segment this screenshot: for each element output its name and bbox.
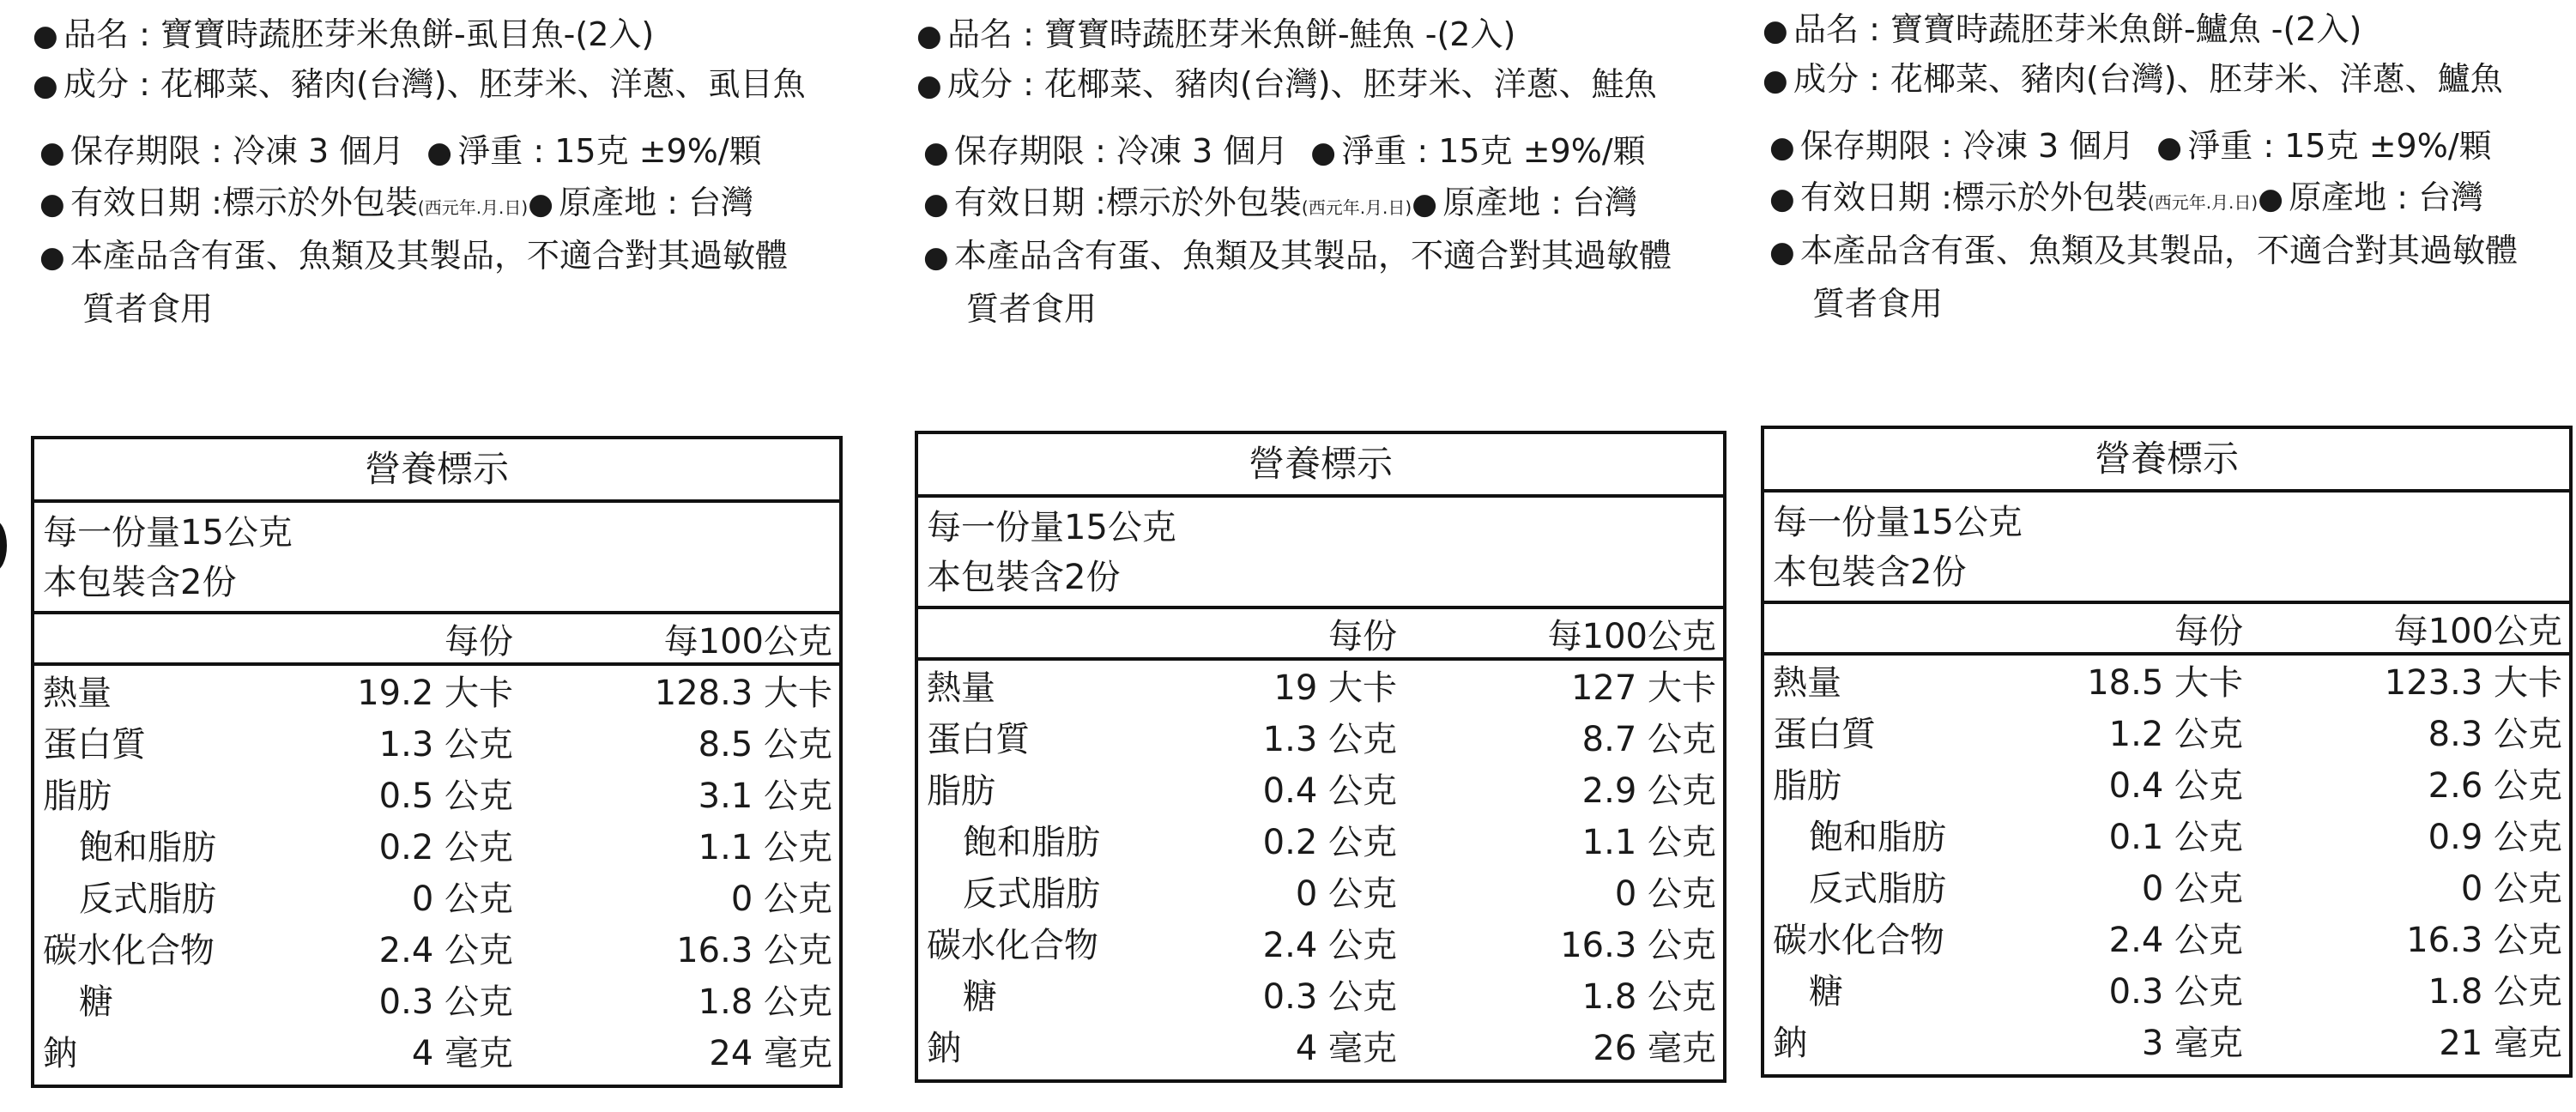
allergen-warning: 本產品含有蛋、魚類及其製品，不適合對其過敏體 xyxy=(954,237,1672,275)
per-serving-value: 0 公克 xyxy=(411,879,513,919)
nutrient-name: 反式脂肪 xyxy=(1809,869,1946,909)
per-100g-value: 26 毫克 xyxy=(1593,1029,1716,1068)
per-100g-value: 2.9 公克 xyxy=(1581,771,1716,811)
per-100g-value: 3.1 公克 xyxy=(698,777,832,816)
nutrition-header xyxy=(34,614,839,666)
nutrient-name: 飽和脂肪 xyxy=(963,823,1100,862)
product-name: 品名 : 寶寶時蔬胚芽米魚餅-鱸魚 -(2入) xyxy=(1793,10,2362,48)
nutrient-name: 熱量 xyxy=(927,668,995,708)
per-serving-value: 0 公克 xyxy=(1295,874,1397,914)
edge-mark xyxy=(0,520,7,571)
net-weight: 淨重 : 15克 ±9%/顆 xyxy=(457,132,762,170)
table-row xyxy=(918,764,1723,815)
ingredients: 成分 : 花椰菜、豬肉(台灣)、胚芽米、洋蔥、鱸魚 xyxy=(1793,60,2503,98)
nutrient-name: 脂肪 xyxy=(1773,766,1841,806)
table-row xyxy=(1764,964,2569,1016)
table-row xyxy=(1764,913,2569,964)
table-row xyxy=(1764,656,2569,707)
shelf-life: 保存期限 : 冷凍 3 個月 xyxy=(1800,127,2135,165)
servings-per-pack: 本包裝含2份 xyxy=(927,558,1121,597)
servings-per-pack: 本包裝含2份 xyxy=(43,563,237,602)
shelf-life: 保存期限 : 冷凍 3 個月 xyxy=(954,132,1289,170)
serving-info xyxy=(918,498,1723,609)
nutrient-name: 蛋白質 xyxy=(927,720,1030,759)
per-100g-value: 127 大卡 xyxy=(1570,668,1716,708)
per-serving-value: 2.4 公克 xyxy=(1262,926,1397,965)
allergen-warning: 本產品含有蛋、魚類及其製品，不適合對其過敏體 xyxy=(1800,232,2519,269)
bullet-icon: ● xyxy=(1769,235,1795,269)
origin: 原產地 : 台灣 xyxy=(2289,178,2484,216)
allergen-warning-cont: 質者食用 xyxy=(966,290,1098,328)
per-100g-value: 1.8 公克 xyxy=(698,982,832,1022)
bullet-icon: ● xyxy=(1769,182,1795,216)
table-row xyxy=(1764,810,2569,861)
per-serving-value: 0.3 公克 xyxy=(378,982,513,1022)
bullet-icon: ● xyxy=(923,240,949,275)
per-100g-value: 2.6 公克 xyxy=(2428,766,2562,806)
per-serving-value: 3 毫克 xyxy=(2141,1024,2243,1063)
bullet-icon: ● xyxy=(33,69,58,103)
serving-size: 每一份量15公克 xyxy=(1773,503,2023,542)
per-serving-value: 2.4 公克 xyxy=(378,931,513,970)
bullet-icon: ● xyxy=(923,136,949,170)
table-row xyxy=(34,769,839,820)
serving-size: 每一份量15公克 xyxy=(927,508,1176,547)
nutrient-name: 脂肪 xyxy=(927,771,995,811)
nutrient-name: 熱量 xyxy=(1773,663,1841,703)
allergen-warning-cont: 質者食用 xyxy=(82,290,214,328)
bullet-icon: ● xyxy=(1763,14,1788,48)
allergen-warning: 本產品含有蛋、魚類及其製品，不適合對其過敏體 xyxy=(70,237,789,275)
col-per-100g: 每100公克 xyxy=(1547,617,1716,656)
product-name: 品名 : 寶寶時蔬胚芽米魚餅-鮭魚 -(2入) xyxy=(947,15,1516,53)
bullet-icon: ● xyxy=(916,69,942,103)
origin: 原產地 : 台灣 xyxy=(1442,184,1638,221)
table-row xyxy=(918,815,1723,867)
serving-size: 每一份量15公克 xyxy=(43,513,293,553)
bullet-icon: ● xyxy=(1412,187,1437,221)
nutrient-name: 碳水化合物 xyxy=(43,931,215,970)
nutrient-name: 糖 xyxy=(79,982,113,1022)
serving-info xyxy=(34,503,839,614)
table-row xyxy=(918,970,1723,1021)
table-row xyxy=(34,923,839,975)
table-row xyxy=(34,975,839,1026)
per-100g-value: 0 公克 xyxy=(730,879,832,919)
per-100g-value: 8.5 公克 xyxy=(698,725,832,764)
nutrient-name: 糖 xyxy=(963,977,997,1017)
nutrient-name: 碳水化合物 xyxy=(927,926,1098,965)
table-row xyxy=(1764,861,2569,913)
per-100g-value: 0 公克 xyxy=(2460,869,2562,909)
per-serving-value: 0.2 公克 xyxy=(378,828,513,867)
table-row xyxy=(34,872,839,923)
bullet-icon: ● xyxy=(33,19,58,53)
col-per-100g: 每100公克 xyxy=(663,622,832,662)
expiry: 有效日期 :標示於外包裝 xyxy=(1800,178,2148,216)
bullet-icon: ● xyxy=(426,136,452,170)
per-100g-value: 123.3 大卡 xyxy=(2384,663,2562,703)
nutrient-name: 鈉 xyxy=(43,1034,77,1073)
per-100g-value: 0.9 公克 xyxy=(2428,818,2562,857)
nutrient-name: 鈉 xyxy=(927,1029,961,1068)
per-serving-value: 19.2 大卡 xyxy=(357,674,513,713)
col-per-serving: 每份 xyxy=(1328,617,1397,656)
shelf-life: 保存期限 : 冷凍 3 個月 xyxy=(70,132,405,170)
nutrient-name: 反式脂肪 xyxy=(79,879,216,919)
bullet-icon: ● xyxy=(39,240,65,275)
nutrient-name: 鈉 xyxy=(1773,1024,1807,1063)
per-serving-value: 4 毫克 xyxy=(411,1034,513,1073)
servings-per-pack: 本包裝含2份 xyxy=(1773,553,1967,592)
per-100g-value: 0 公克 xyxy=(1614,874,1716,914)
per-serving-value: 18.5 大卡 xyxy=(2087,663,2243,703)
table-row xyxy=(34,717,839,769)
per-serving-value: 0.4 公克 xyxy=(1262,771,1397,811)
nutrition-facts-table xyxy=(915,431,1726,1083)
per-serving-value: 0.3 公克 xyxy=(2108,972,2243,1012)
table-row xyxy=(34,666,839,717)
per-serving-value: 0.2 公克 xyxy=(1262,823,1397,862)
bullet-icon: ● xyxy=(1310,136,1336,170)
bullet-icon: ● xyxy=(39,136,65,170)
bullet-icon: ● xyxy=(528,187,553,221)
bullet-icon: ● xyxy=(2258,182,2283,216)
nutrition-title: 營養標示 xyxy=(918,434,1723,498)
ingredients: 成分 : 花椰菜、豬肉(台灣)、胚芽米、洋蔥、虱目魚 xyxy=(63,65,806,103)
per-serving-value: 4 毫克 xyxy=(1295,1029,1397,1068)
nutrient-name: 飽和脂肪 xyxy=(79,828,216,867)
table-row xyxy=(918,867,1723,918)
expiry: 有效日期 :標示於外包裝 xyxy=(70,184,418,221)
table-row xyxy=(34,820,839,872)
expiry-note: (西元年.月.日) xyxy=(417,197,529,218)
table-row xyxy=(1764,758,2569,810)
bullet-icon: ● xyxy=(39,187,65,221)
per-100g-value: 1.1 公克 xyxy=(698,828,832,867)
nutrient-name: 反式脂肪 xyxy=(963,874,1100,914)
per-serving-value: 0.1 公克 xyxy=(2108,818,2243,857)
per-100g-value: 1.8 公克 xyxy=(2428,972,2562,1012)
nutrition-title: 營養標示 xyxy=(34,439,839,503)
nutrition-facts-table xyxy=(1761,426,2573,1078)
per-100g-value: 1.8 公克 xyxy=(1581,977,1716,1017)
per-100g-value: 8.3 公克 xyxy=(2428,715,2562,754)
per-serving-value: 2.4 公克 xyxy=(2108,921,2243,960)
nutrient-name: 蛋白質 xyxy=(43,725,146,764)
col-per-serving: 每份 xyxy=(2174,612,2243,651)
per-100g-value: 1.1 公克 xyxy=(1581,823,1716,862)
bullet-icon: ● xyxy=(1769,130,1795,165)
nutrition-title: 營養標示 xyxy=(1764,429,2569,493)
per-serving-value: 0.4 公克 xyxy=(2108,766,2243,806)
per-100g-value: 128.3 大卡 xyxy=(654,674,832,713)
per-serving-value: 0 公克 xyxy=(2141,869,2243,909)
bullet-icon: ● xyxy=(923,187,949,221)
nutrient-name: 碳水化合物 xyxy=(1773,921,1944,960)
table-row xyxy=(918,1021,1723,1073)
nutrition-facts-table xyxy=(31,436,843,1088)
per-100g-value: 21 毫克 xyxy=(2439,1024,2562,1063)
origin: 原產地 : 台灣 xyxy=(559,184,754,221)
ingredients: 成分 : 花椰菜、豬肉(台灣)、胚芽米、洋蔥、鮭魚 xyxy=(947,65,1657,103)
net-weight: 淨重 : 15克 ±9%/顆 xyxy=(1341,132,1646,170)
bullet-icon: ● xyxy=(1763,63,1788,98)
per-serving-value: 19 大卡 xyxy=(1273,668,1397,708)
per-100g-value: 16.3 公克 xyxy=(676,931,832,970)
per-100g-value: 8.7 公克 xyxy=(1581,720,1716,759)
expiry-note: (西元年.月.日) xyxy=(1301,197,1412,218)
col-per-serving: 每份 xyxy=(444,622,513,662)
per-serving-value: 0.5 公克 xyxy=(378,777,513,816)
per-serving-value: 1.2 公克 xyxy=(2108,715,2243,754)
expiry-note: (西元年.月.日) xyxy=(2147,192,2259,213)
nutrition-header xyxy=(918,609,1723,661)
table-row xyxy=(918,712,1723,764)
net-weight: 淨重 : 15克 ±9%/顆 xyxy=(2187,127,2492,165)
table-row xyxy=(918,661,1723,712)
allergen-warning-cont: 質者食用 xyxy=(1812,285,1944,323)
per-serving-value: 1.3 公克 xyxy=(378,725,513,764)
table-row xyxy=(1764,707,2569,758)
per-serving-value: 0.3 公克 xyxy=(1262,977,1397,1017)
product-name: 品名 : 寶寶時蔬胚芽米魚餅-虱目魚-(2入) xyxy=(63,15,655,53)
per-serving-value: 1.3 公克 xyxy=(1262,720,1397,759)
table-row xyxy=(34,1026,839,1078)
nutrient-name: 飽和脂肪 xyxy=(1809,818,1946,857)
serving-info xyxy=(1764,493,2569,604)
nutrient-name: 蛋白質 xyxy=(1773,715,1876,754)
per-100g-value: 16.3 公克 xyxy=(1560,926,1716,965)
col-per-100g: 每100公克 xyxy=(2393,612,2562,651)
expiry: 有效日期 :標示於外包裝 xyxy=(954,184,1302,221)
table-row xyxy=(918,918,1723,970)
per-100g-value: 24 毫克 xyxy=(709,1034,832,1073)
nutrition-header xyxy=(1764,604,2569,656)
bullet-icon: ● xyxy=(2156,130,2182,165)
nutrient-name: 糖 xyxy=(1809,972,1843,1012)
per-100g-value: 16.3 公克 xyxy=(2406,921,2562,960)
bullet-icon: ● xyxy=(916,19,942,53)
table-row xyxy=(1764,1016,2569,1067)
nutrient-name: 脂肪 xyxy=(43,777,112,816)
nutrient-name: 熱量 xyxy=(43,674,112,713)
